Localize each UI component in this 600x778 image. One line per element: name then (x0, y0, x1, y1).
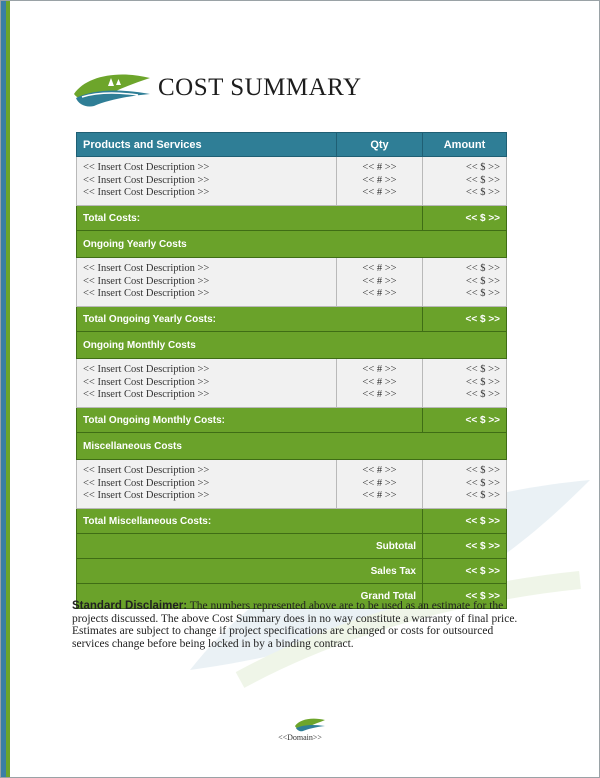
total-label: Total Ongoing Yearly Costs: (77, 307, 423, 332)
cost-description: << Insert Cost Description >> (83, 465, 210, 477)
disclaimer-text: The numbers represented above are to be used as an estimate for the projects discussed. The above Cost Summary does in no way constitute a warranty of final price. Estimates are subject to change if project specifications are changed or costs for outsourced services change before being locked in by a binding contract. (72, 600, 518, 650)
total-label: Total Costs: (77, 206, 423, 231)
amount-cell (423, 258, 507, 307)
cost-amount: << $ >> (465, 364, 500, 376)
amount-cell (423, 359, 507, 408)
total-value: << $ >> (423, 307, 507, 332)
section-heading: Ongoing Yearly Costs (77, 231, 507, 258)
section-heading-row (77, 433, 507, 460)
total-row (77, 408, 507, 433)
total-row (77, 206, 507, 231)
cost-description: << Insert Cost Description >> (83, 174, 210, 186)
cost-qty: << # >> (362, 263, 397, 275)
cost-description: << Insert Cost Description >> (83, 376, 210, 388)
leaf-landscape-logo-icon (72, 68, 152, 108)
footer-leaf-logo-icon (294, 716, 326, 732)
qty-cell (337, 359, 423, 408)
cost-description: << Insert Cost Description >> (83, 162, 210, 174)
total-label: Total Miscellaneous Costs: (77, 509, 423, 534)
sales-tax-row (77, 559, 507, 584)
description-cell (77, 359, 337, 408)
subtotal-label: Subtotal (77, 534, 423, 559)
amount-cell (423, 157, 507, 206)
cost-qty: << # >> (362, 187, 397, 199)
cost-rows-block (77, 157, 507, 206)
cost-qty: << # >> (362, 364, 397, 376)
cost-qty: << # >> (362, 389, 397, 401)
section-heading-row (77, 231, 507, 258)
cost-amount: << $ >> (465, 389, 500, 401)
qty-cell (337, 157, 423, 206)
description-cell (77, 258, 337, 307)
total-value: << $ >> (423, 509, 507, 534)
cost-amount: << $ >> (465, 263, 500, 275)
cost-qty: << # >> (362, 376, 397, 388)
total-row (77, 307, 507, 332)
cost-amount: << $ >> (465, 174, 500, 186)
cost-amount: << $ >> (465, 162, 500, 174)
cost-amount: << $ >> (465, 288, 500, 300)
cost-amount: << $ >> (465, 490, 500, 502)
section-heading: Ongoing Monthly Costs (77, 332, 507, 359)
table-header-row (77, 133, 507, 157)
cost-description: << Insert Cost Description >> (83, 288, 210, 300)
standard-disclaimer (72, 600, 532, 650)
total-label: Total Ongoing Monthly Costs: (77, 408, 423, 433)
cost-description: << Insert Cost Description >> (83, 364, 210, 376)
section-heading-row (77, 332, 507, 359)
cost-description: << Insert Cost Description >> (83, 389, 210, 401)
cost-summary-table (76, 132, 507, 609)
cost-qty: << # >> (362, 275, 397, 287)
grand-total-label: Grand Total (77, 584, 423, 609)
qty-cell (337, 460, 423, 509)
cost-description: << Insert Cost Description >> (83, 490, 210, 502)
cost-qty: << # >> (362, 162, 397, 174)
description-cell (77, 157, 337, 206)
cost-amount: << $ >> (465, 477, 500, 489)
subtotal-row (77, 534, 507, 559)
total-row (77, 509, 507, 534)
cost-qty: << # >> (362, 465, 397, 477)
sales-tax-value: << $ >> (423, 559, 507, 584)
cost-rows-block (77, 460, 507, 509)
header-qty: Qty (337, 133, 423, 157)
description-cell (77, 460, 337, 509)
cost-qty: << # >> (362, 477, 397, 489)
cost-description: << Insert Cost Description >> (83, 275, 210, 287)
page-title: COST SUMMARY (158, 74, 362, 101)
cost-amount: << $ >> (465, 187, 500, 199)
cost-amount: << $ >> (465, 275, 500, 287)
total-value: << $ >> (423, 206, 507, 231)
amount-cell (423, 460, 507, 509)
cost-description: << Insert Cost Description >> (83, 187, 210, 199)
cost-amount: << $ >> (465, 465, 500, 477)
total-value: << $ >> (423, 408, 507, 433)
qty-cell (337, 258, 423, 307)
cost-qty: << # >> (362, 288, 397, 300)
grand-total-value: << $ >> (423, 584, 507, 609)
left-stripe-green (6, 1, 10, 777)
disclaimer-label: Standard Disclaimer: (72, 600, 188, 612)
page-header (72, 68, 362, 108)
cost-qty: << # >> (362, 490, 397, 502)
cost-rows-block (77, 359, 507, 408)
cost-qty: << # >> (362, 174, 397, 186)
cost-rows-block (77, 258, 507, 307)
section-heading: Miscellaneous Costs (77, 433, 507, 460)
subtotal-value: << $ >> (423, 534, 507, 559)
header-amount: Amount (423, 133, 507, 157)
footer-domain: <<Domain>> (278, 733, 322, 742)
cost-description: << Insert Cost Description >> (83, 263, 210, 275)
cost-amount: << $ >> (465, 376, 500, 388)
sales-tax-label: Sales Tax (77, 559, 423, 584)
cost-description: << Insert Cost Description >> (83, 477, 210, 489)
header-description: Products and Services (77, 133, 337, 157)
